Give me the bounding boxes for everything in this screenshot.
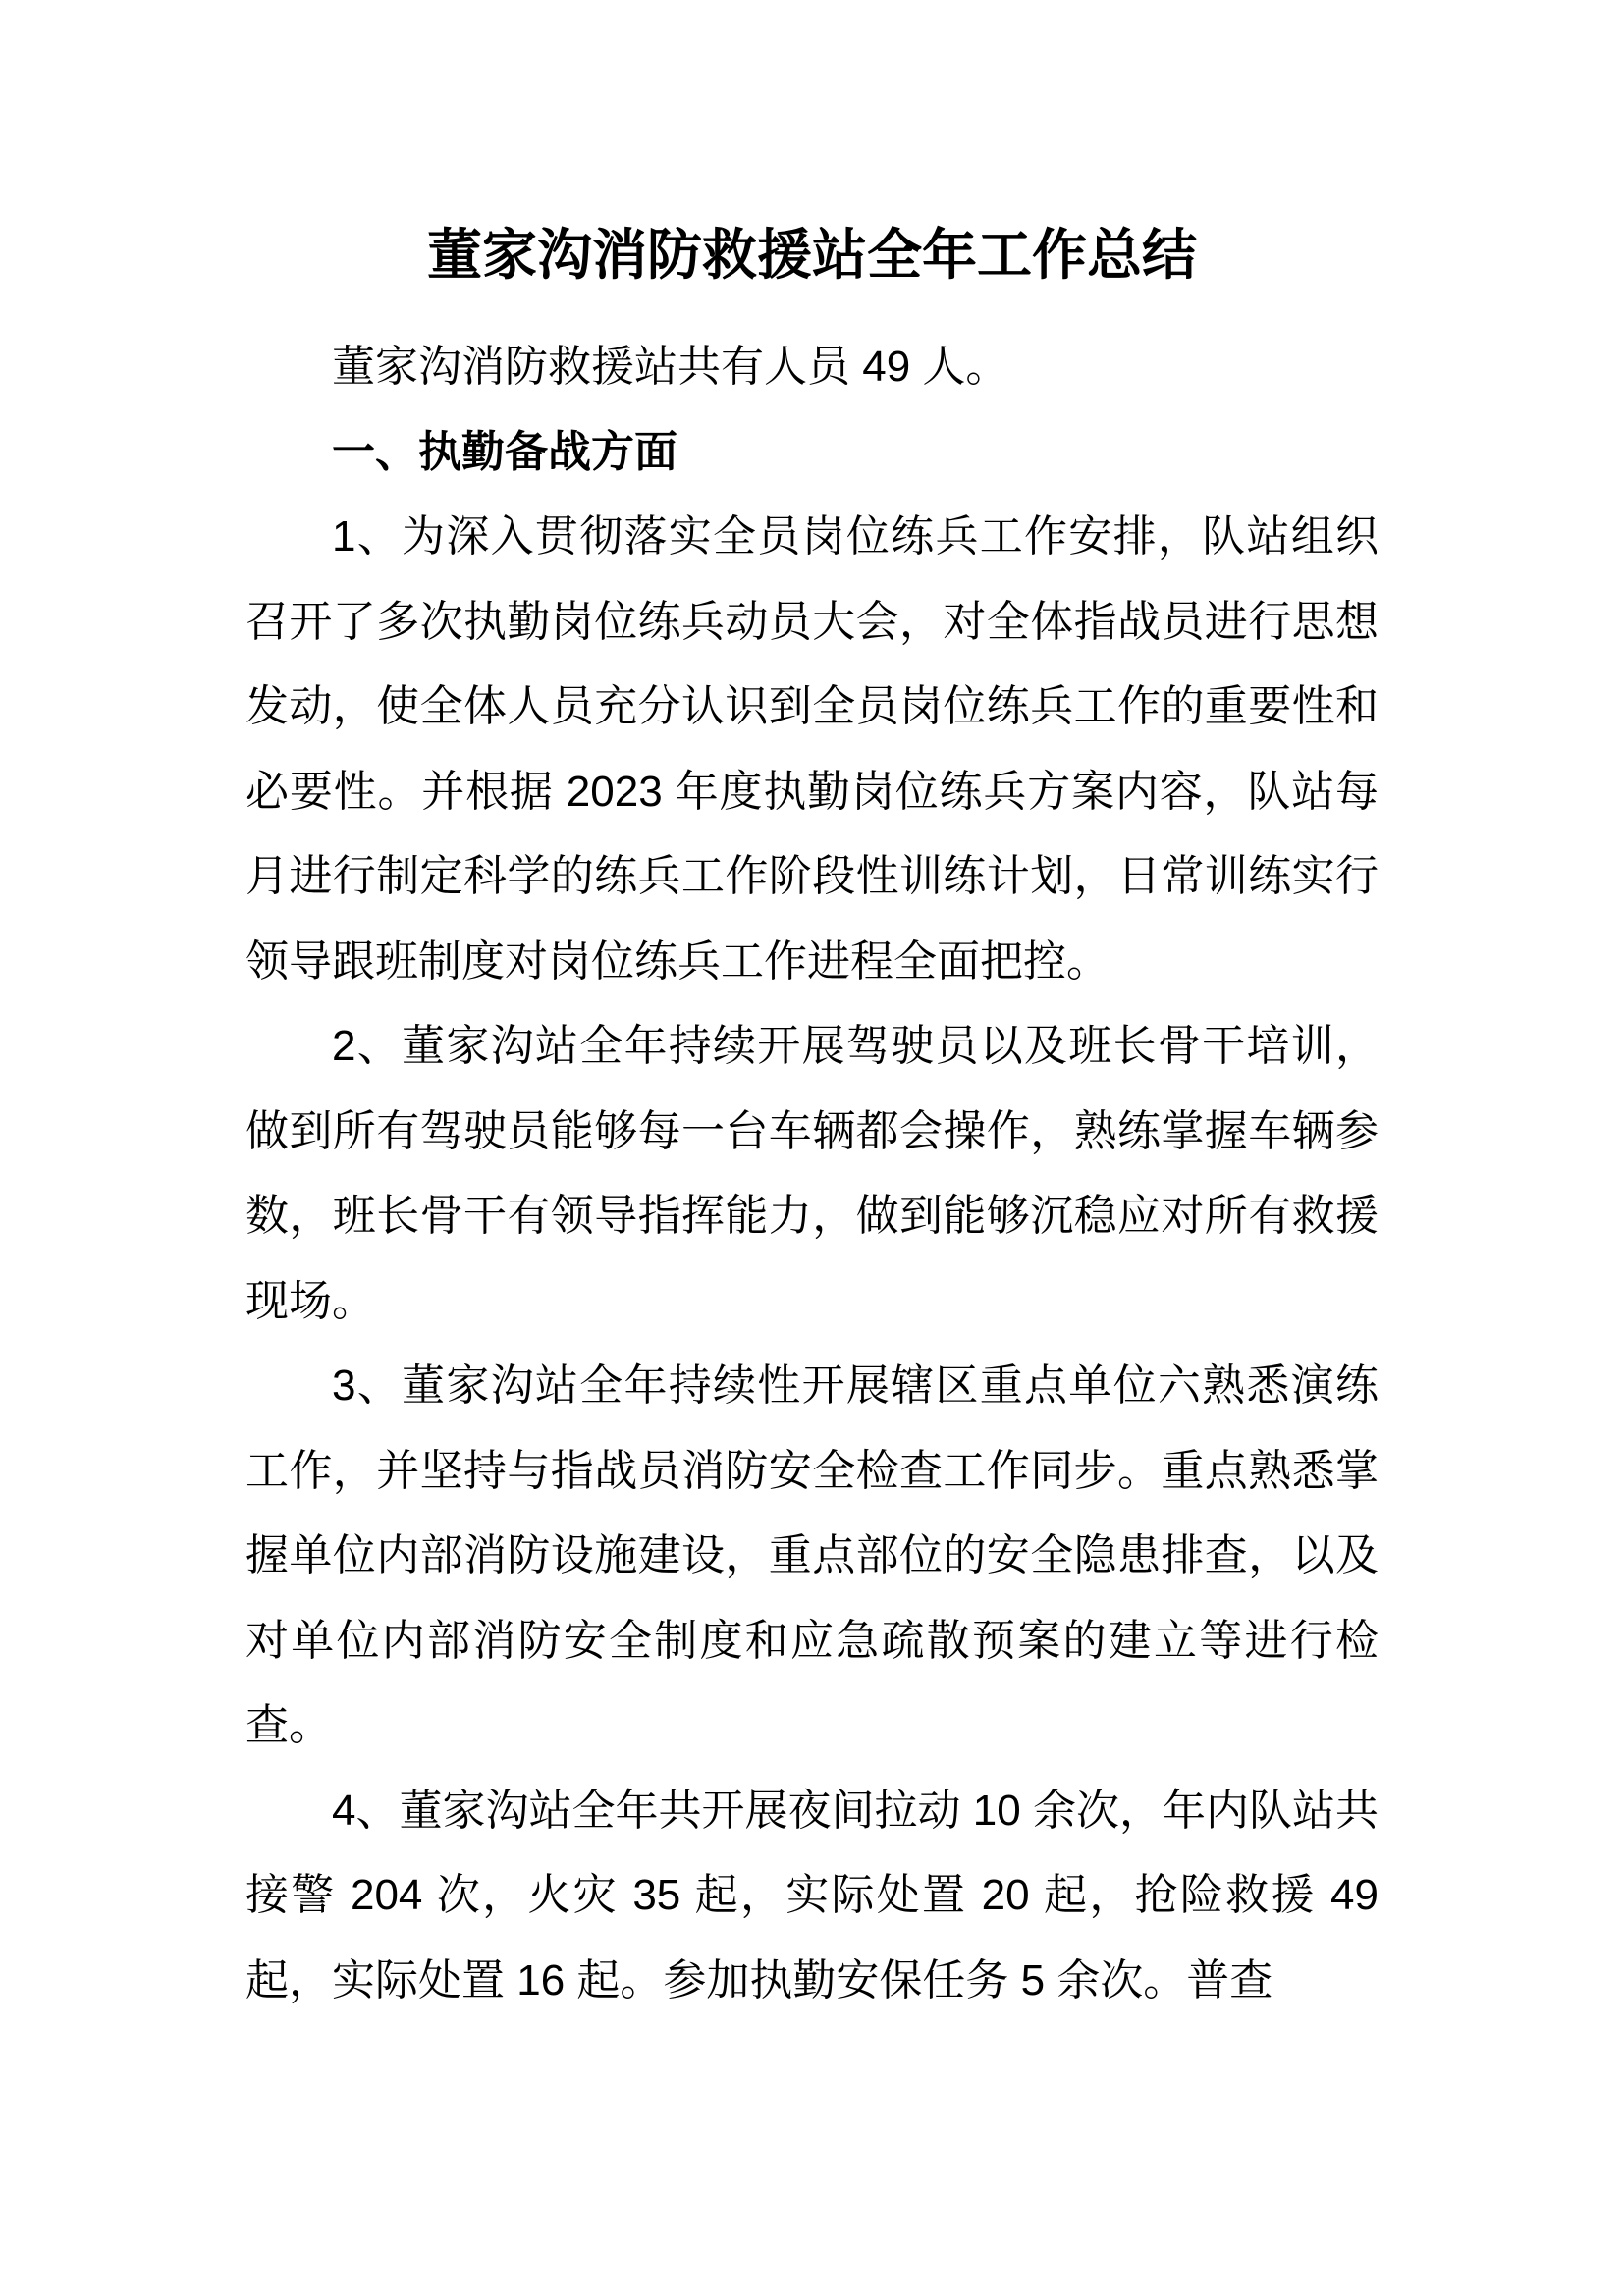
section1-paragraph-1: 1、为深入贯彻落实全员岗位练兵工作安排，队站组织召开了多次执勤岗位练兵动员大会，对全体指战员进行思想发动，使全体人员充分认识到全员岗位练兵工作的重要性和必要性。并根据 2023 年度执勤岗位练兵方案内容，队站每月进行制定科学的练兵工作阶段性训练计划，日常训练实行领导跟班制度对岗位练兵工作进程全面把控。 <box>245 512 1379 986</box>
document-title: 董家沟消防救援站全年工作总结 <box>427 224 1197 286</box>
section1-paragraph-3: 3、董家沟站全年持续性开展辖区重点单位六熟悉演练工作，并坚持与指战员消防安全检查工作同步。重点熟悉掌握单位内部消防设施建设，重点部位的安全隐患排查，以及对单位内部消防安全制度和应急疏散预案的建立等进行检查。 <box>245 1362 1379 1749</box>
section-heading-1: 一、执勤备战方面 <box>332 427 677 476</box>
section1-paragraph-2: 2、董家沟站全年持续开展驾驶员以及班长骨干培训，做到所有驾驶员能够每一台车辆都会操作，熟练掌握车辆参数，班长骨干有领导指挥能力，做到能够沉稳应对所有救援现场。 <box>245 1022 1379 1325</box>
section1-paragraph-4: 4、董家沟站全年共开展夜间拉动 10 余次，年内队站共接警 204 次，火灾 35 起，实际处置 20 起，抢险救援 49 起，实际处置 16 起。参加执勤安保任务 5 余次。普查 <box>245 1786 1379 2004</box>
intro-paragraph: 董家沟消防救援站共有人员 49 人。 <box>332 343 1009 391</box>
document-content <box>245 0 1379 2023</box>
